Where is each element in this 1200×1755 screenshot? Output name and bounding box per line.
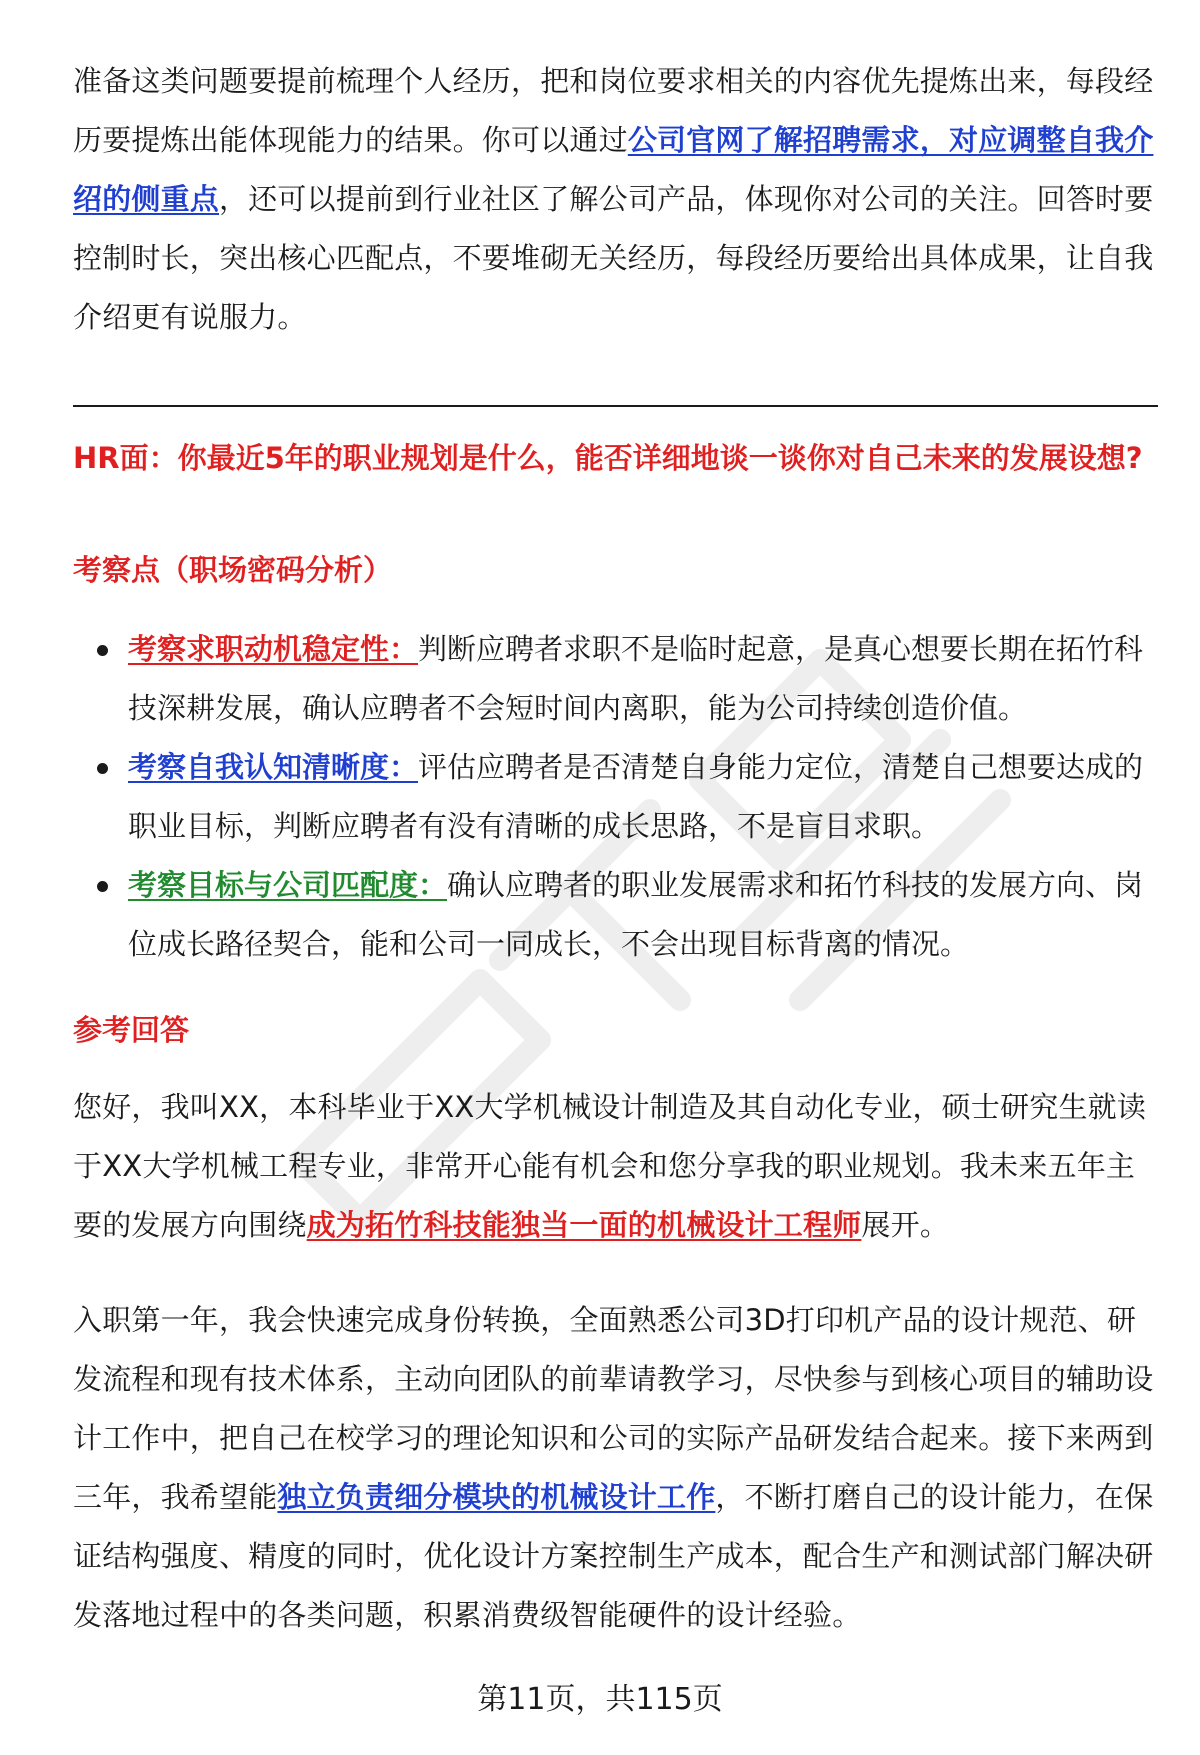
answer-highlight-red[interactable]: 成为拓竹科技能独当一面的机械设计工程师 <box>306 1208 862 1242</box>
analysis-item-text: 判断应聘者求职不是临时起意，是真心想要长期在拓竹科技深耕发展，确认应聘者不会短时间内离职，能为公司持续创造价值。 <box>128 632 1144 725</box>
intro-paragraph <box>73 52 1158 347</box>
intro-section <box>73 52 1158 347</box>
analysis-item-motivation <box>73 620 1158 738</box>
intro-text-1: 准备这类问题要提前梳理个人经历，把和岗位要求相关的内容优先提炼出来，每段经历要提炼出能体现能力的结果。你可以通过 <box>73 64 1154 157</box>
analysis-item-goal-fit <box>73 856 1158 974</box>
answer-text-2b: ，不断打磨自己的设计能力，在保证结构强度、精度的同时，优化设计方案控制生产成本，配合生产和测试部门解决研发落地过程中的各类问题，积累消费级智能硬件的设计经验。 <box>73 1480 1154 1632</box>
section-divider <box>73 405 1158 407</box>
analysis-item-label[interactable]: 考察求职动机稳定性： <box>128 632 419 666</box>
answer-text-2a: 入职第一年，我会快速完成身份转换，全面熟悉公司3D打印机产品的设计规范、研发流程和现有技术体系，主动向团队的前辈请教学习，尽快参与到核心项目的辅助设计工作中，把自己在校学习的理论知识和公司的实际产品研发结合起来。接下来两到三年，我希望能 <box>73 1303 1154 1514</box>
bullet-dot-icon <box>97 881 108 892</box>
analysis-heading: 考察点（职场密码分析） <box>73 553 393 587</box>
bullet-dot-icon <box>97 763 108 774</box>
answer-text-1a: 您好，我叫XX，本科毕业于XX大学机械设计制造及其自动化专业，硕士研究生就读于XX大学机械工程专业，非常开心能有机会和您分享我的职业规划。我未来五年主要的发展方向围绕 <box>73 1090 1147 1242</box>
analysis-list <box>73 620 1158 974</box>
answer-paragraph-2-block <box>73 1291 1158 1645</box>
answer-highlight-blue[interactable]: 独立负责细分模块的机械设计工作 <box>277 1480 716 1514</box>
analysis-item-text: 确认应聘者的职业发展需求和拓竹科技的发展方向、岗位成长路径契合，能和公司一同成长，不会出现目标背离的情况。 <box>128 868 1144 961</box>
answer-heading: 参考回答 <box>73 1013 190 1047</box>
bullet-dot-icon <box>97 645 108 656</box>
answer-paragraph-1-block <box>73 1078 1158 1255</box>
answer-text-1b: 展开。 <box>861 1208 950 1242</box>
analysis-item-label[interactable]: 考察自我认知清晰度： <box>128 750 419 784</box>
interview-question: HR面：你最近5年的职业规划是什么，能否详细地谈一谈你对自己未来的发展设想? <box>73 441 1143 475</box>
analysis-item-label[interactable]: 考察目标与公司匹配度： <box>128 868 448 902</box>
answer-paragraph-2 <box>73 1291 1158 1645</box>
analysis-item-text: 评估应聘者是否清楚自身能力定位，清楚自己想要达成的职业目标，判断应聘者有没有清晰的成长思路，不是盲目求职。 <box>128 750 1144 843</box>
page-number: 第11页，共115页 <box>477 1682 723 1717</box>
intro-highlight-link[interactable]: 公司官网了解招聘需求，对应调整自我介绍的侧重点 <box>73 123 1154 216</box>
analysis-item-self-awareness <box>73 738 1158 856</box>
answer-paragraph-1 <box>73 1078 1158 1255</box>
intro-text-2: ，还可以提前到行业社区了解公司产品，体现你对公司的关注。回答时要控制时长，突出核心匹配点，不要堆砌无关经历，每段经历要给出具体成果，让自我介绍更有说服力。 <box>73 182 1154 334</box>
